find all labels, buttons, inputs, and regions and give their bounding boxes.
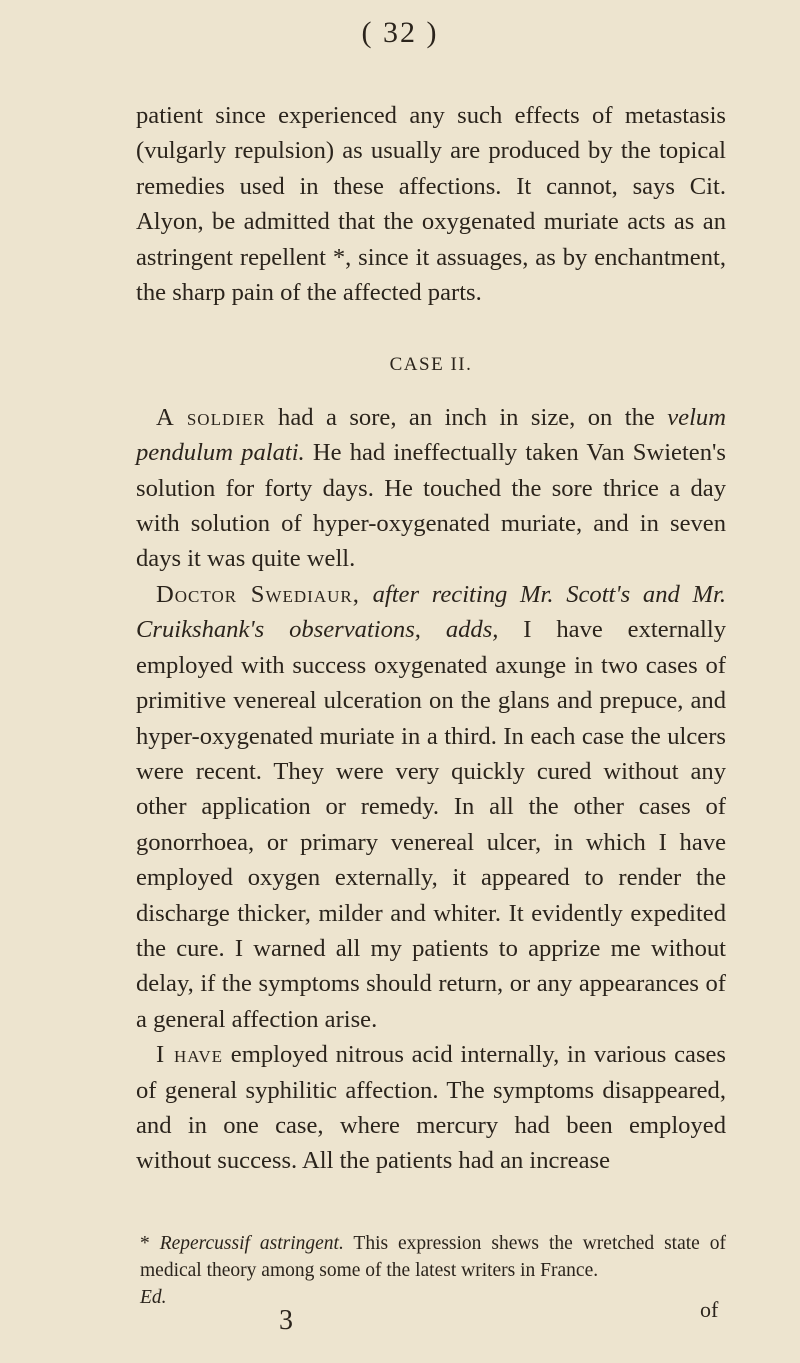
footnote-editor: Ed. (140, 1287, 167, 1308)
page-number: ( 32 ) (361, 16, 439, 49)
paragraph-lead: Doctor Swediaur, (156, 580, 360, 608)
paragraph-text: I have externally employed with success oxygenated axunge in two cases of primitive venereal ulceration on the glans and prepuce, and hyper-oxygenated muriate in a third. In each case the ulcers were recent. They were very quickly cured without any other application or remedy. In all the other cases of gonorrhoea, or primary venereal ulcer, in which I have employed oxygen externally, it appeared to render the discharge thicker, milder and whiter. It evidently expedited the cure. I warned all my patients to apprize me without delay, if the symptoms should return, or any appearances of a general affection arise. (136, 616, 727, 1033)
paragraph-text: had a sore, an inch in size, on the (265, 403, 668, 431)
signature-mark: 3 (279, 1305, 293, 1336)
footnote-marker: * (140, 1233, 160, 1254)
case-heading: CASE II. (389, 354, 473, 376)
paragraph-swediaur (136, 577, 726, 1037)
attribution-italic: after reciting Mr. Scott's and Mr. Cruikshank's observations, adds, (136, 580, 727, 644)
paragraph-lead: I have (156, 1041, 224, 1069)
paragraph-nitrous-acid (136, 1037, 726, 1179)
paragraph-continuation: patient since experienced any such effects of metastasis (vulgarly repulsion) as usually are produced by the topical remedies used in these affections. It cannot, says Cit. Alyon, be admitted that the oxygenated muriate acts as an astringent repellent *, since it assuages, as by enchantment, the sharp pain of the affected parts. (136, 102, 726, 307)
footnote-text: This expression shews the wretched state of medical theory among some of the latest writers in France. (140, 1233, 727, 1281)
paragraph-text: He had ineffectually taken Van Swieten's solution for forty days. He touched the sore thrice a day with solution of hyper-oxygenated muriate, and in seven days it was quite well. (136, 439, 726, 573)
paragraph-lead: A soldier (156, 403, 266, 431)
catchword: of (700, 1297, 719, 1322)
paragraph-text: employed nitrous acid internally, in various cases of general syphilitic affection. The symptoms disappeared, and in one case, where mercury had been employed without success. All the patients had an increase (136, 1041, 727, 1175)
footnote (140, 1230, 726, 1311)
body-text (136, 98, 726, 1179)
latin-term: velum pendulum palati. (136, 403, 726, 467)
footnote-term: Repercussif astringent. (159, 1233, 344, 1254)
paragraph-case-ii (136, 400, 726, 577)
